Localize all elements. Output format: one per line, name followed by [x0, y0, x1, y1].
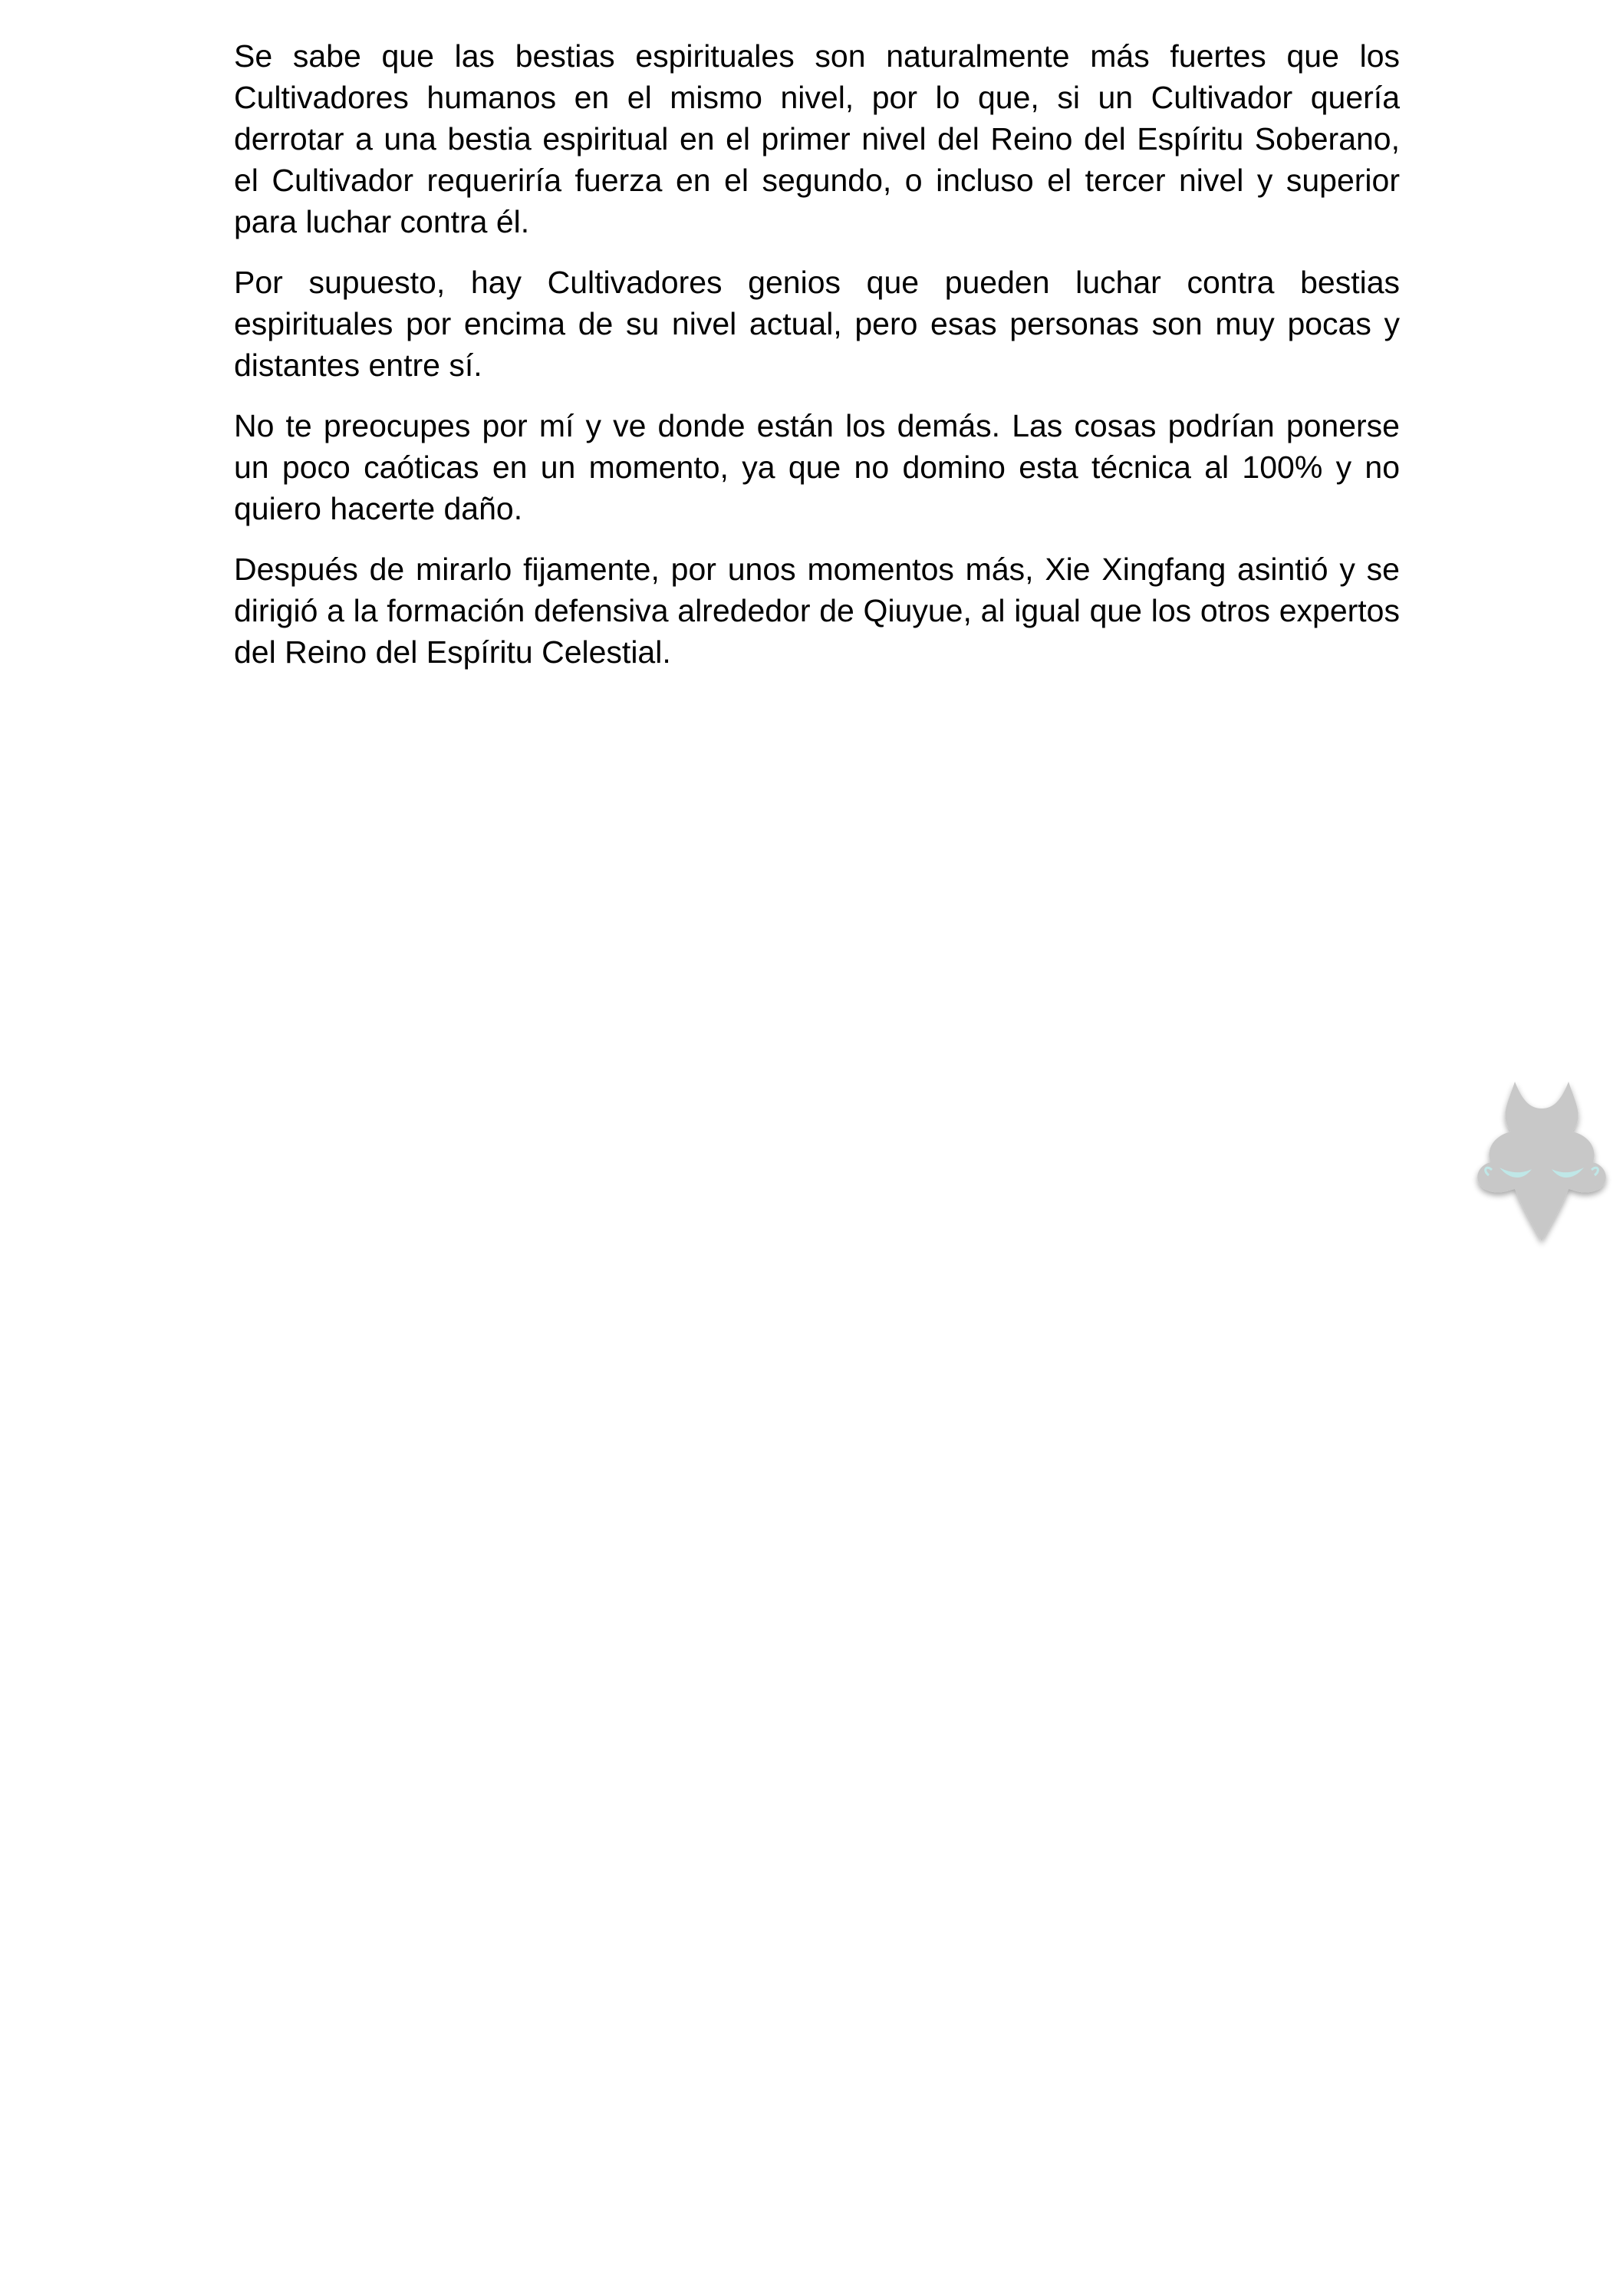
paragraph-1: Se sabe que las bestias espirituales son naturalmente más fuertes que los Cultivadores humanos en el mismo nivel, por lo que, si un Cultivador quería derrotar a una bestia espiritual en el primer nivel del Reino del Espíritu Soberano, el Cultivador requeriría fuerza en el segundo, o incluso el tercer nivel y superior para luchar contra él. [234, 38, 1400, 239]
body-text [234, 35, 1400, 692]
paragraph-4: Después de mirarlo fijamente, por unos momentos más, Xie Xingfang asintió y se dirigió a la formación defensiva alrededor de Qiuyue, al igual que los otros expertos del Reino del Espíritu Celestial. [234, 552, 1400, 670]
paragraph-2: Por supuesto, hay Cultivadores genios que pueden luchar contra bestias espirituales por encima de su nivel actual, pero esas personas son muy pocas y distantes entre sí. [234, 265, 1400, 383]
demon-head-icon [1469, 1074, 1615, 1250]
paragraph-3: No te preocupes por mí y ve donde están los demás. Las cosas podrían ponerse un poco caóticas en un momento, ya que no domino esta técnica al 100% y no quiero hacerte daño. [234, 408, 1400, 526]
